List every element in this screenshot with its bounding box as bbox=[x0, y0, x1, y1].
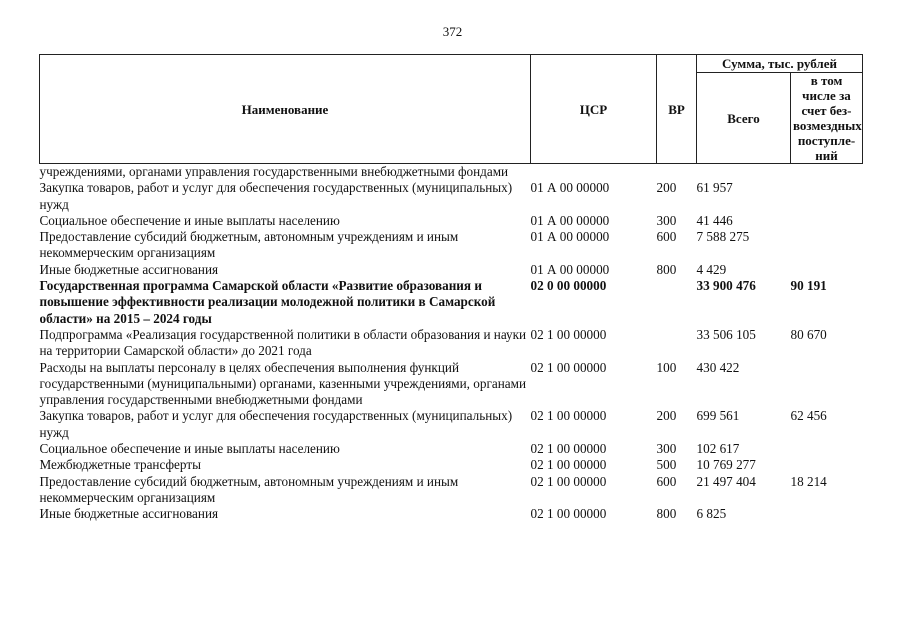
cell-total: 33 900 476 bbox=[696, 278, 756, 294]
cell-total: 10 769 277 bbox=[696, 457, 756, 473]
header-name: Наименование bbox=[40, 55, 531, 164]
table-row bbox=[40, 327, 863, 360]
cell-csr: 02 1 00 00000 bbox=[530, 408, 607, 424]
cell-total: 102 617 bbox=[696, 441, 740, 457]
cell-csr: 02 1 00 00000 bbox=[530, 457, 607, 473]
cell-vr: 600 bbox=[656, 229, 677, 245]
header-sum-group: Сумма, тыс. рублей bbox=[697, 55, 863, 73]
cell-total: 61 957 bbox=[696, 180, 733, 196]
table-row bbox=[40, 408, 863, 441]
cell-free: 18 214 bbox=[790, 473, 827, 489]
cell-name: Расходы на выплаты персоналу в целях обеспечения выполнения функций государственными (муниципальными) органами, казенными учреждениями, органами управления государственными внебюджетными фондами bbox=[39, 359, 527, 408]
table-header bbox=[40, 55, 863, 164]
cell-csr: 02 1 00 00000 bbox=[530, 441, 607, 457]
cell-name: Закупка товаров, работ и услуг для обеспечения государственных (муниципальных) нужд bbox=[39, 408, 513, 440]
cell-name: учреждениями, органами управления государственными внебюджетными фондами bbox=[39, 164, 509, 179]
cell-name: Подпрограмма «Реализация государственной политики в области образования и науки на территории Самарской области» до 2021 года bbox=[39, 326, 527, 359]
cell-name: Предоставление субсидий бюджетным, автономным учреждениям и иным некоммерческим организациям bbox=[39, 473, 459, 505]
cell-name: Межбюджетные трансферты bbox=[39, 457, 201, 473]
cell-total: 699 561 bbox=[696, 408, 740, 424]
cell-free bbox=[791, 164, 863, 181]
header-vr: ВР bbox=[657, 55, 697, 164]
header-total: Всего bbox=[697, 73, 791, 164]
table-row bbox=[40, 360, 863, 409]
cell-total: 430 422 bbox=[696, 359, 740, 375]
cell-name: Государственная программа Самарской области «Развитие образования и повышение эффективности реализации молодежной политики в Самарской области» на 2015 – 2024 годы bbox=[39, 278, 496, 326]
table-row bbox=[40, 474, 863, 507]
cell-vr bbox=[657, 278, 697, 327]
page-number: 372 bbox=[442, 24, 463, 39]
cell-free bbox=[791, 229, 863, 262]
cell-name: Иные бюджетные ассигнования bbox=[39, 261, 219, 277]
cell-free bbox=[791, 360, 863, 409]
cell-vr bbox=[657, 164, 697, 181]
cell-total bbox=[697, 164, 791, 181]
cell-vr: 300 bbox=[656, 441, 677, 457]
header-free-receipts: в том числе за счет без-возмездных поступле-ний bbox=[791, 73, 863, 164]
table-row bbox=[40, 180, 863, 213]
cell-csr: 02 1 00 00000 bbox=[530, 506, 607, 522]
cell-vr: 600 bbox=[656, 473, 677, 489]
cell-free bbox=[791, 441, 863, 457]
cell-csr: 01 А 00 00000 bbox=[530, 180, 610, 196]
cell-vr: 200 bbox=[656, 408, 677, 424]
table-row bbox=[40, 229, 863, 262]
cell-vr bbox=[657, 327, 697, 360]
cell-free: 90 191 bbox=[790, 278, 827, 294]
cell-free bbox=[791, 180, 863, 213]
cell-name: Социальное обеспечение и иные выплаты населению bbox=[39, 441, 340, 457]
table-row bbox=[40, 262, 863, 278]
table-row bbox=[40, 506, 863, 522]
cell-total: 6 825 bbox=[696, 506, 727, 522]
table-row bbox=[40, 164, 863, 181]
cell-free: 62 456 bbox=[790, 408, 827, 424]
cell-total: 33 506 105 bbox=[696, 326, 756, 342]
cell-free bbox=[791, 262, 863, 278]
cell-vr: 800 bbox=[656, 506, 677, 522]
table-body bbox=[40, 164, 863, 523]
budget-table bbox=[39, 54, 863, 523]
header-csr: ЦСР bbox=[531, 55, 657, 164]
cell-total: 7 588 275 bbox=[696, 229, 750, 245]
cell-vr: 500 bbox=[656, 457, 677, 473]
cell-name: Закупка товаров, работ и услуг для обеспечения государственных (муниципальных) нужд bbox=[39, 180, 513, 212]
table-row bbox=[40, 278, 863, 327]
table-row bbox=[40, 441, 863, 457]
cell-csr: 02 1 00 00000 bbox=[530, 359, 607, 375]
cell-csr: 01 А 00 00000 bbox=[530, 212, 610, 228]
cell-name: Предоставление субсидий бюджетным, автономным учреждениям и иным некоммерческим организациям bbox=[39, 229, 459, 261]
cell-free: 80 670 bbox=[790, 326, 827, 342]
cell-vr: 100 bbox=[656, 359, 677, 375]
cell-free bbox=[791, 457, 863, 473]
cell-csr: 01 А 00 00000 bbox=[530, 229, 610, 245]
cell-name: Иные бюджетные ассигнования bbox=[39, 506, 219, 522]
table-row bbox=[40, 457, 863, 473]
cell-total: 41 446 bbox=[696, 212, 733, 228]
cell-vr: 800 bbox=[656, 261, 677, 277]
cell-csr: 02 1 00 00000 bbox=[530, 473, 607, 489]
cell-csr: 02 1 00 00000 bbox=[530, 326, 607, 342]
cell-csr: 02 0 00 00000 bbox=[530, 278, 607, 294]
cell-name: Социальное обеспечение и иные выплаты населению bbox=[39, 212, 340, 228]
cell-csr bbox=[531, 164, 657, 181]
cell-total: 21 497 404 bbox=[696, 473, 756, 489]
cell-free bbox=[791, 506, 863, 522]
cell-free bbox=[791, 213, 863, 229]
cell-vr: 200 bbox=[656, 180, 677, 196]
cell-csr: 01 А 00 00000 bbox=[530, 261, 610, 277]
table-row bbox=[40, 213, 863, 229]
cell-vr: 300 bbox=[656, 212, 677, 228]
cell-total: 4 429 bbox=[696, 261, 727, 277]
